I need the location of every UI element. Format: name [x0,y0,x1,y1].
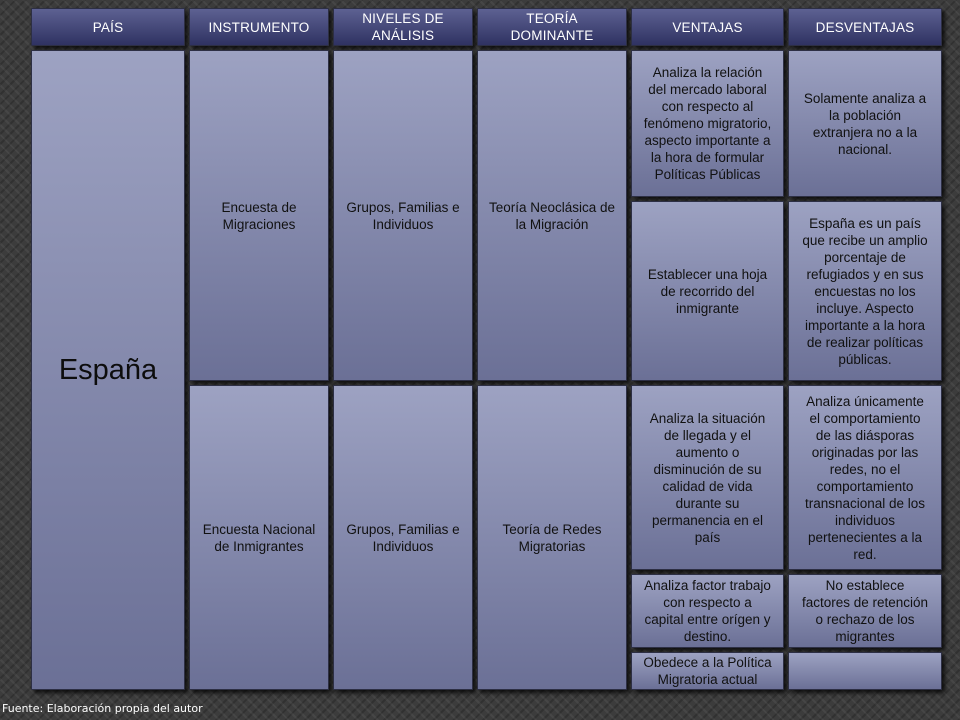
teoria-cell: Teoría Neoclásica de la Migración [477,50,627,381]
instrumento-cell: Encuesta Nacional de Inmigrantes [189,385,329,690]
pais-cell [31,50,185,690]
niveles-cell: Grupos, Familias e Individuos [333,385,473,690]
teoria-cell: Teoría de Redes Migratorias [477,385,627,690]
desventaja-cell: Analiza únicamente el comportamiento de las diásporas originadas por las redes, no el comportamiento transnacional de los individuos pertenecientes a la red. [788,385,942,570]
ventaja-cell: Obedece a la Política Migratoria actual [631,652,784,690]
desventaja-cell: España es un país que recibe un amplio porcentaje de refugiados y en sus encuestas no los incluye. Aspecto importante a la hora de realizar políticas públicas. [788,201,942,381]
desventaja-cell: No establece factores de retención o rechazo de los migrantes [788,574,942,648]
instrumento-cell: Encuesta de Migraciones [189,50,329,381]
table-row [31,50,942,197]
header-desventajas: DESVENTAJAS [788,8,942,46]
desventaja-cell [788,652,942,690]
header-ventajas: VENTAJAS [631,8,784,46]
ventaja-cell: Establecer una hoja de recorrido del inmigrante [631,201,784,381]
niveles-cell: Grupos, Familias e Individuos [333,50,473,381]
header-pais: PAÍS [31,8,185,46]
header-instrumento: INSTRUMENTO [189,8,329,46]
header-row [31,8,942,46]
ventaja-cell: Analiza la situación de llegada y el aumento o disminución de su calidad de vida durante su permanencia en el país [631,385,784,570]
source-note: Fuente: Elaboración propia del autor [2,702,203,715]
ventaja-cell: Analiza la relación del mercado laboral con respecto al fenómeno migratorio, aspecto importante a la hora de formular Políticas Públicas [631,50,784,197]
header-niveles-de-analisis: NIVELES DE ANÁLISIS [333,8,473,46]
header-teoria-dominante: TEORÍA DOMINANTE [477,8,627,46]
ventaja-cell: Analiza factor trabajo con respecto a capital entre orígen y destino. [631,574,784,648]
pais-label: España [58,354,158,386]
desventaja-cell: Solamente analiza a la población extranjera no a la nacional. [788,50,942,197]
comparison-table [27,4,946,694]
